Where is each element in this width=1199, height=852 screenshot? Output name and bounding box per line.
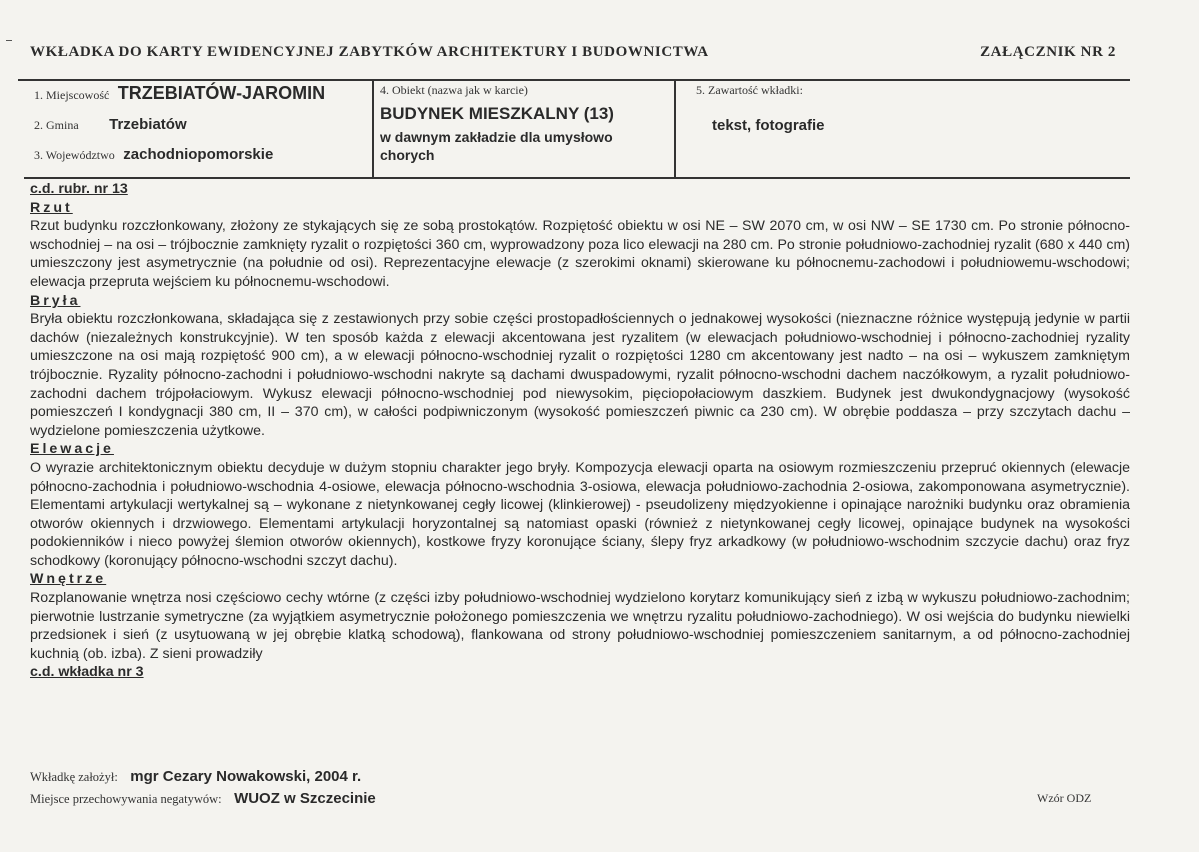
section-heading-rzut: Rzut bbox=[30, 199, 73, 216]
document-header bbox=[30, 44, 1130, 66]
miejscowosc-label: 1. Miejscowość bbox=[34, 88, 110, 102]
contents-column bbox=[676, 81, 1130, 177]
section-text-bryla: Bryła obiektu rozczłonkowana, składająca się z zestawionych przy sobie części prostopadłościennych o jednakowej wysokości (nieznaczne różnice występują jedynie w partii dachów (niezależnych konstrukcyjnie). W ten sposób każda z elewacji akcentowana jest ryzalitem (w elewacjach południowo-wschodniej i północno-zachodniej ryzality umieszczone na osi mają rozpiętość 900 cm), a w elewacji północno-wschodniej ryzalit o rozpiętości 1280 cm akcentowany jest nadto – na osi – wykuszem zamkniętym trójbocznie. Ryzality północno-zachodni i południowo-wschodni nakryte są dachami dwuspadowymi, ryzalit północno-wschodni dachem naczółkowym, a ryzalit południowo-zachodni dachem trójpołaciowym. Wykusz elewacji północno-wschodniej pod niewysokim, pięciopołaciowym daszkiem. Budynek jest dwukondygnacjowy (wysokość pomieszczeń I kondygnacji 380 cm, II – 370 cm), w całości podpiwniczonym (wysokość pomieszczeń piwnic ca 230 cm). W obrębie poddasza – przy szczytach dachu – wydzielone pomieszczenia użytkowe. bbox=[30, 311, 1130, 439]
continuation-top: c.d. rubr. nr 13 bbox=[30, 181, 128, 197]
wojewodztwo-row bbox=[34, 146, 273, 164]
miejscowosc-value: TRZEBIATÓW-JAROMIN bbox=[117, 83, 326, 103]
miejscowosc-row bbox=[34, 83, 325, 104]
scan-mark bbox=[6, 40, 12, 41]
gmina-row bbox=[34, 116, 187, 134]
wojewodztwo-value: zachodniopomorskie bbox=[123, 146, 274, 163]
zawartosc-label: 5. Zawartość wkładki: bbox=[696, 83, 803, 97]
gmina-label: 2. Gmina bbox=[34, 118, 79, 132]
author-row bbox=[30, 768, 361, 786]
metadata-box bbox=[24, 81, 1130, 179]
author-label: Wkładkę założył: bbox=[30, 770, 118, 784]
section-text-wnetrze: Rozplanowanie wnętrza nosi częściowo cechy wtórne (z części izby południowo-wschodniej wydzielono korytarz komunikujący sień z izbą w wykuszu południowo-zachodnim; pierwotnie lustrzanie symetryczne (za wyjątkiem asymetrycznie położonego pomieszczenia we wnętrzu ryzalitu południowo-zachodniego). W osi wejścia do budynku niewielki przedsionek i sień (z usytuowaną w jej obrębie klatką schodową), flankowana od strony południowo-wschodniej pomieszczeniem sanitarnym, a od północno-zachodniej kuchnią (ob. izba). Z sieni prowadziły bbox=[30, 590, 1130, 662]
section-text-elewacje: O wyrazie architektonicznym obiektu decyduje w dużym stopniu charakter jego bryły. Kompozycja elewacji oparta na osiowym rozmieszczeniu przepruć okiennych (elewacje północno-zachodnia i południowo-wschodnia 4-osiowe, elewacja północno-wschodnia 3-osiowa, elewacja południowo-zachodnia 2-osiowa, zakomponowana asymetrycznie). Elementami artykulacji wertykalnej są – wykonane z nietynkowanej cegły licowej (klinkierowej) - pseudolizeny międzyokienne i opinające narożniki budynku oraz obramienia otworów okiennych i drzwiowego. Elementami artykulacji horyzontalnej są natomiast opaski (również z nietynkowanej cegły licowej, opinające budynek na wysokości podokienników i nieco powyżej ślemion otworów okiennych), kostkowe fryzy koronujące ściany, ślepy fryz arkadkowy (w południowo-wschodnim szczycie dachu) oraz fryz schodkowy (koronujący północno-wschodni szczyt dachu). bbox=[30, 459, 1130, 569]
zawartosc-value: tekst, fotografie bbox=[712, 117, 825, 134]
form-model: Wzór ODZ bbox=[1037, 791, 1092, 805]
obiekt-value: BUDYNEK MIESZKALNY (13) bbox=[380, 104, 614, 123]
section-heading-elewacje: Elewacje bbox=[30, 441, 114, 458]
document-body bbox=[30, 180, 1130, 682]
wojewodztwo-label: 3. Województwo bbox=[34, 148, 115, 162]
storage-label: Miejsce przechowywania negatywów: bbox=[30, 792, 222, 806]
annex-number: ZAŁĄCZNIK NR 2 bbox=[980, 44, 1116, 60]
section-text-rzut: Rzut budynku rozczłonkowany, złożony ze stykających się ze sobą prostokątów. Rozpiętość obiektu w osi NE – SW 2070 cm, w osi NW – SE 1730 cm. Po stronie północno-wschodniej – na osi – trójbocznie zamknięty ryzalit o rozpiętości 360 cm, wyprowadzony poza lico elewacji na 280 cm. Po stronie południowo-zachodniej ryzalit (680 x 440 cm) umieszczony jest asymetrycznie (na południe od osi). Reprezentacyjne elewacje (z szerokimi oknami) skierowane ku północnemu-zachodowi i południowemu-wschodowi; elewacja przepruta wejściem ku północnemu-wschodowi. bbox=[30, 218, 1130, 290]
location-column bbox=[24, 81, 370, 177]
section-heading-bryla: Bryła bbox=[30, 292, 81, 309]
author-value: mgr Cezary Nowakowski, 2004 r. bbox=[130, 768, 362, 785]
obiekt-subtitle: w dawnym zakładzie dla umysłowo chorych bbox=[380, 129, 613, 163]
storage-value: WUOZ w Szczecinie bbox=[234, 790, 376, 807]
object-column bbox=[372, 81, 676, 177]
section-heading-wnetrze: Wnętrze bbox=[30, 571, 107, 588]
gmina-value: Trzebiatów bbox=[109, 116, 187, 133]
continuation-bottom: c.d. wkładka nr 3 bbox=[30, 664, 144, 681]
storage-row bbox=[30, 790, 376, 808]
document-title: WKŁADKA DO KARTY EWIDENCYJNEJ ZABYTKÓW ARCHITEKTURY I BUDOWNICTWA bbox=[30, 44, 709, 60]
obiekt-label: 4. Obiekt (nazwa jak w karcie) bbox=[380, 83, 528, 97]
